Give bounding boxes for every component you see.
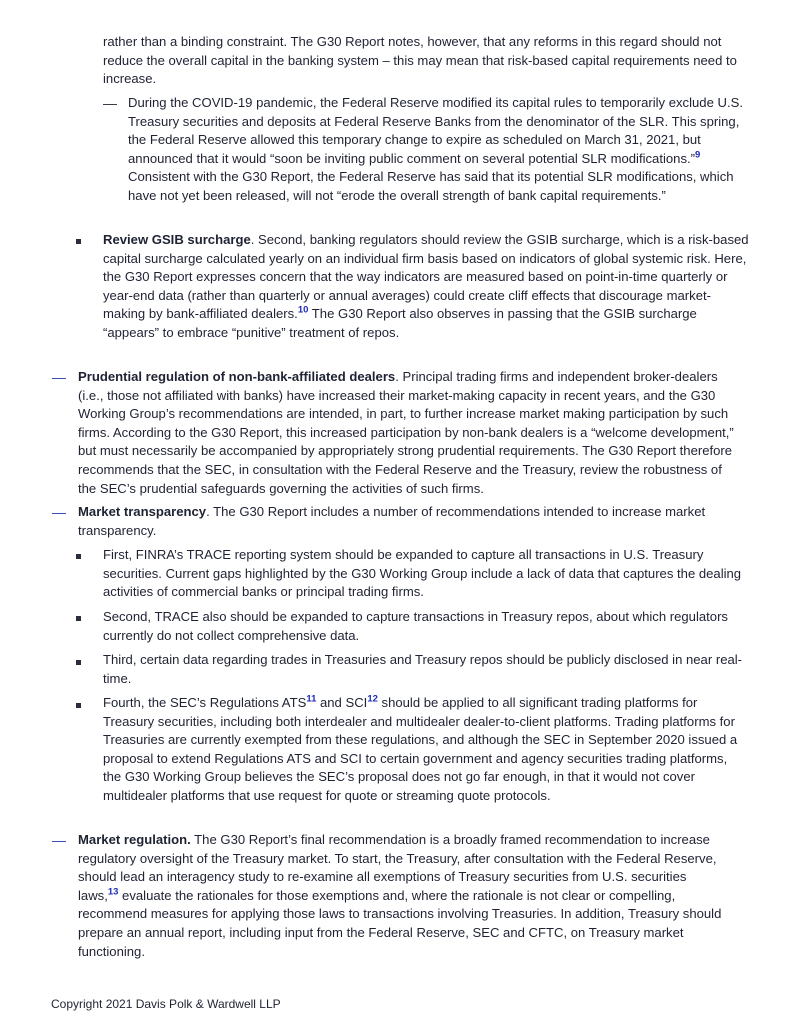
regulation-text-b: evaluate the rationales for those exemptions and, where the rationale is not clear or compelling, recommend measures for applying those laws to transactions involving Treasuries. In addition, Treasury should prepare an annual report, including input from the Federal Reserve, SEC and CFTC, on Treasury market functioning. [78,887,722,959]
transparency-bullet-text: Third, certain data regarding trades in Treasuries and Treasury repos should be publicly disclosed in near real-time. [103,652,743,686]
subpoint-dash: — [103,95,117,111]
bullet-marker [76,703,81,708]
transparency-bullet-text: Second, TRACE also should be expanded to capture transactions in Treasury repos, about which regulators currently do not collect comprehensive data. [103,609,728,643]
prudential-text: . Principal trading firms and independent broker-dealers (i.e., those not affiliated with banks) have increased their market-making capacity in recent years, and the G30 Working Group’s recommendations are intended, in part, to further increase market making participation by such firms. According to the G30 Report, this increased participation by non-bank dealers is a “welcome development,” but must necessarily be accompanied by appropriately strong prudential requirements. The G30 Report therefore recommends that the SEC, in consultation with the Federal Reserve and the Treasury, review the robustness of the SEC’s prudential safeguards governing the activities of such firms. [78,369,734,496]
bullet-marker [76,239,81,244]
gsib-text-b: The G30 Report also observes in passing that the GSIB surcharge “appears” to embrace “punitive” treatment of repos. [103,306,697,340]
transparency-item [78,503,718,540]
item-dash: — [52,832,66,848]
item-dash: — [52,504,66,520]
bullet-marker [76,616,81,621]
transparency-bullet-text: First, FINRA’s TRACE reporting system should be expanded to capture all transactions in U.S. Treasury securities. Current gaps highlighted by the G30 Working Group include a lack of data that captures the dealing activities of commercial banks or principal trading firms. [103,547,742,600]
slr-text-b: Consistent with the G30 Report, the Federal Reserve has said that its potential SLR modifications, which have not yet been released, will not “erode the overall strength of bank capital requirements.” [128,169,734,203]
prudential-heading: Prudential regulation of non-bank-affiliated dealers [78,369,396,384]
regulation-text-a: The G30 Report’s final recommendation is a broadly framed recommendation to increase regulatory oversight of the Treasury market. To start, the Treasury, after consultation with the Federal Reserve, should lead an interagency study to re-examine all exemptions of Treasury securities from U.S. securities laws, [78,832,717,903]
transparency-bullet [103,546,749,602]
footnote-link-11[interactable]: 11 [306,693,317,705]
gsib-bullet [103,231,749,343]
gsib-heading: Review GSIB surcharge [103,232,251,247]
fourth-text-c: should be applied to all significant trading platforms for Treasury securities, including both interdealer and multidealer dealer-to-client platforms. Trading platforms for Treasuries are currently exempted from these regulations, and although the SEC in September 2020 issued a proposal to extend Regulations ATS and SCI to certain government and agency securities trading platforms, the G30 Working Group believes the SEC’s proposal does not go far enough, in that it would not cover multidealer platforms that use request for quote or streaming quote protocols. [103,695,738,803]
gsib-text-a: . Second, banking regulators should review the GSIB surcharge, which is a risk-based capital surcharge calculated yearly on an individual firm basis based on indicators of global systemic risk. Here, the G30 Report expresses concern that the way indicators are measured based on point-in-time quarterly or year-end data (rather than quarterly or annual averages) could create cliff effects that discourage market-making by bank-affiliated dealers. [103,232,749,322]
transparency-bullet [103,651,747,688]
fourth-text-b: and SCI [316,695,368,710]
bullet-marker [76,554,81,559]
regulation-item [78,831,726,961]
fourth-text-a: Fourth, the SEC’s Regulations ATS [103,695,307,710]
regulation-heading: Market regulation. [78,832,191,847]
footnote-link-13[interactable]: 13 [107,886,119,898]
footnote-link-9[interactable]: 9 [695,149,701,161]
intro-text: rather than a binding constraint. The G30 Report notes, however, that any reforms in this regard should not reduce the overall capital in the banking system – this may mean that risk-based capital requirements need to increase. [103,34,737,87]
item-dash: — [52,369,66,385]
footnote-link-10[interactable]: 10 [297,305,309,317]
transparency-bullet [103,608,743,645]
footnote-link-12[interactable]: 12 [367,693,378,705]
transparency-bullet-fourth [103,694,747,806]
slr-subpoint [128,94,744,206]
copyright-footer: Copyright 2021 Davis Polk & Wardwell LLP [51,997,281,1011]
transparency-heading: Market transparency [78,504,207,519]
slr-text-a: During the COVID-19 pandemic, the Federal Reserve modified its capital rules to temporarily exclude U.S. Treasury securities and deposits at Federal Reserve Banks from the denominator of the SLR. This spring, the Federal Reserve allowed this temporary change to expire as scheduled on March 31, 2021, but announced that it would “soon be inviting public comment on several potential SLR modifications.” [128,95,743,166]
prudential-item [78,368,743,498]
intro-paragraph [103,33,748,89]
bullet-marker [76,660,81,665]
transparency-text: . The G30 Report includes a number of recommendations intended to increase market transparency. [78,504,706,538]
